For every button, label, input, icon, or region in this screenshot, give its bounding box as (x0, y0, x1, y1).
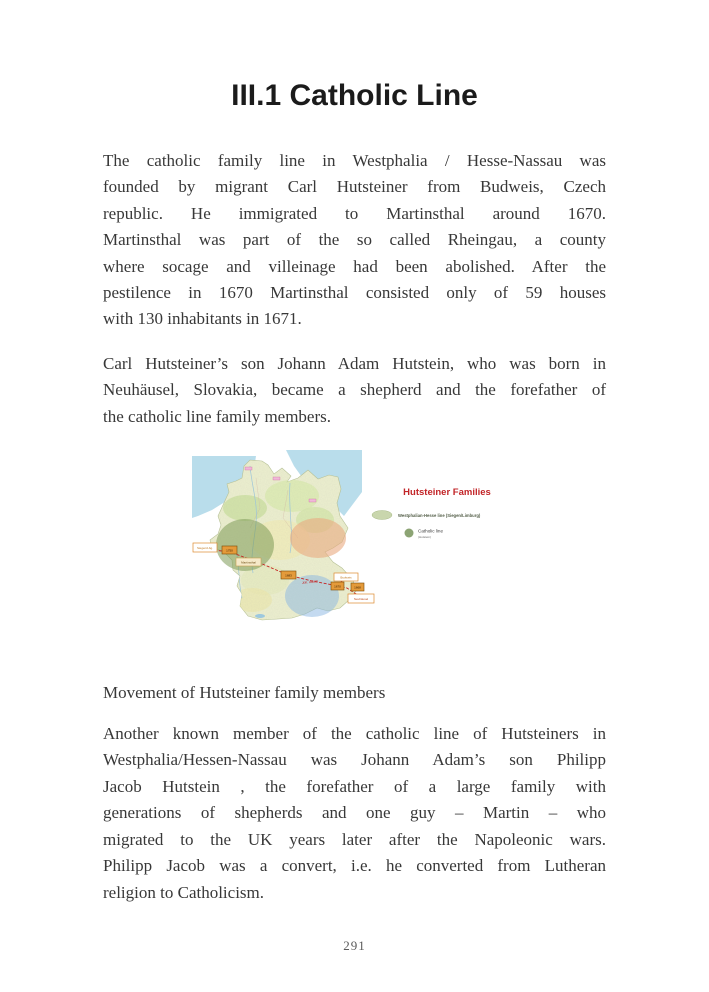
text-line: republic. He immigrated to Martinsthal around 1670. (103, 203, 606, 223)
lake-constance (255, 614, 265, 618)
text-line: The catholic family line in Westphalia / Hesse-Nassau was (103, 151, 606, 170)
legend-item-catholic: Catholic line (417, 528, 443, 534)
text-column (103, 0, 606, 906)
text-line: where socage and villeinage had been abolished. After the (103, 256, 606, 276)
text-line: Neuhäusel, Slovakia, became a shepherd and the forefather of (103, 380, 606, 400)
text-line: migrated to the UK years later after the Napoleonic wars. (103, 829, 606, 849)
text-line: Martinsthal was part of the so called Rheingau, a county (103, 230, 606, 250)
page-number: 291 (343, 938, 366, 953)
text-line: Jacob Hutstein , the forefather of a large family with (103, 776, 606, 796)
map-legend (372, 487, 491, 539)
text-line: pestilence in 1670 Martinsthal consisted only of 59 houses (103, 283, 606, 303)
legend-ellipse-swatch (372, 511, 392, 520)
route-label-neuhausel: Neuhäusel (353, 597, 368, 602)
text-line: religion to Catholicism. (103, 882, 265, 902)
text-line: founded by migrant Carl Hutsteiner from Budweis, Czech (103, 177, 606, 197)
figure-caption: Movement of Hutsteiner family members (103, 683, 386, 703)
page-title: III.1 Catholic Line (231, 79, 478, 112)
route-label-1668: 1668 (353, 585, 361, 590)
text-line: Westphalia/Hessen-Nassau was Johann Adam’s son Philipp (103, 750, 606, 770)
paragraph-2 (103, 351, 606, 430)
text-line: Another known member of the catholic line of Hutsteiners in (103, 724, 606, 744)
route-annotation: Joh. Adam (301, 579, 318, 586)
text-line: Philipp Jacob was a convert, i.e. he converted from Lutheran (103, 856, 606, 876)
map-figure (190, 448, 520, 633)
germany-map-image (190, 448, 520, 633)
legend-item-catholic-sub: (Hutstein) (417, 535, 431, 540)
route-label-budweis: Budweis (339, 575, 352, 580)
paragraph-1 (103, 148, 606, 333)
text-line: the catholic line family members. (103, 406, 332, 426)
text-line: generations of shepherds and one guy – Martin – who (103, 803, 606, 823)
text-line: with 130 inhabitants in 1671. (103, 309, 302, 329)
route-label-martinsthal: Martinsthal (240, 560, 256, 565)
legend-circle-swatch (404, 529, 413, 538)
route-label-1683: 1683 (284, 573, 292, 578)
route-label-1670: 1670 (333, 584, 341, 589)
legend-title: Hutsteiner Families (402, 487, 491, 499)
route-label-siegen: Siegen/Lbg. (196, 546, 213, 551)
saxony-region-overlay (290, 518, 346, 558)
text-line: Carl Hutsteiner’s son Johann Adam Hutstein, who was born in (103, 353, 606, 373)
legend-item-westphalian: Westphalian-Hesse line (Siegen/Limburg) (397, 513, 480, 519)
paragraph-3 (103, 721, 606, 906)
route-label-1750: 1750 (225, 548, 233, 553)
